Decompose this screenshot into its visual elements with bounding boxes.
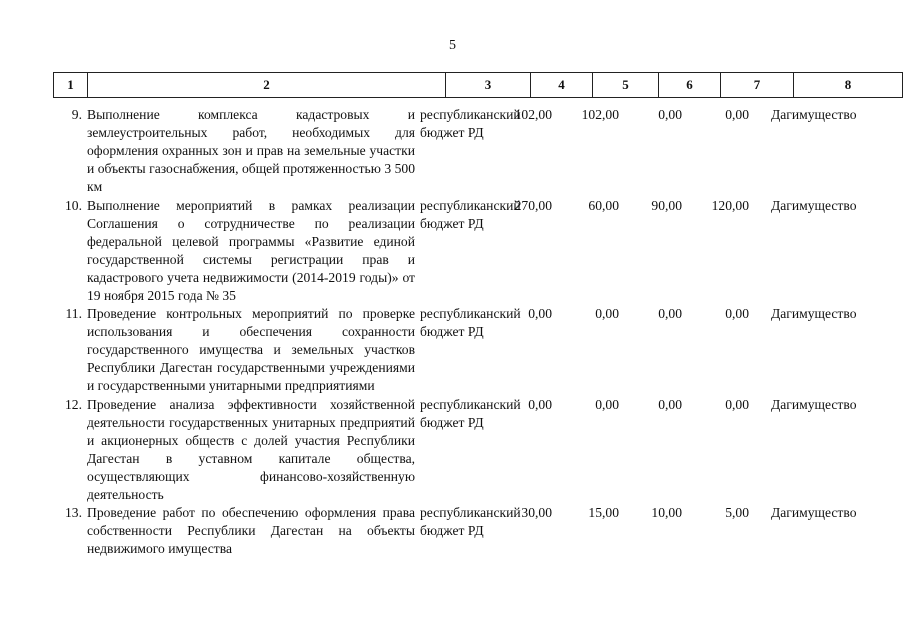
header-col-2: 2 xyxy=(87,73,445,97)
row-executor: Дагимущество xyxy=(771,306,857,321)
row-source: республиканский бюджет РД xyxy=(420,397,521,430)
row-number: 13. xyxy=(65,505,82,520)
row-value-col4: 270,00 xyxy=(514,198,552,213)
row-source: республиканский бюджет РД xyxy=(420,107,521,140)
table-row xyxy=(53,305,857,395)
row-source: республиканский бюджет РД xyxy=(420,306,521,339)
table-row xyxy=(53,106,857,196)
row-value-col6: 0,00 xyxy=(658,306,682,321)
header-col-7: 7 xyxy=(720,73,793,97)
row-value-col4: 30,00 xyxy=(521,505,552,520)
row-description: Проведение анализа эффективности хозяйственной деятельности государственных унитарных предприятий и акционерных обществ с долей участия Республики Дагестан в уставном капитале общества, осуществляющих финансово-хозяйственную деятельность xyxy=(87,397,415,502)
table-row xyxy=(53,396,857,504)
row-number: 12. xyxy=(65,397,82,412)
header-col-3: 3 xyxy=(445,73,530,97)
row-executor: Дагимущество xyxy=(771,198,857,213)
row-executor: Дагимущество xyxy=(771,505,857,520)
row-description: Проведение работ по обеспечению оформления права собственности Республики Дагестан на объекты недвижимого имущества xyxy=(87,505,415,556)
row-value-col5: 102,00 xyxy=(581,107,619,122)
row-value-col5: 0,00 xyxy=(595,397,619,412)
row-source: республиканский бюджет РД xyxy=(420,198,521,231)
row-description: Проведение контрольных мероприятий по проверке использования и обеспечения сохранности государственного имущества и земельных участков Республики Дагестан государственными учреждениями и государственными унитарными предприятиями xyxy=(87,306,415,393)
row-value-col6: 90,00 xyxy=(651,198,682,213)
header-col-5: 5 xyxy=(592,73,658,97)
table-header xyxy=(53,72,903,98)
row-description: Выполнение мероприятий в рамках реализации Соглашения о сотрудничестве по реализации федеральной целевой программы «Развитие единой государственной системы регистрации прав и кадастрового учета недвижимости (2014-2019 годы)» от 19 ноября 2015 года № 35 xyxy=(87,198,415,303)
row-value-col6: 10,00 xyxy=(651,505,682,520)
header-col-1: 1 xyxy=(53,73,87,97)
row-value-col5: 0,00 xyxy=(595,306,619,321)
row-number: 10. xyxy=(65,198,82,213)
page-number: 5 xyxy=(449,38,456,53)
row-value-col7: 0,00 xyxy=(725,107,749,122)
row-executor: Дагимущество xyxy=(771,107,857,122)
row-source: республиканский бюджет РД xyxy=(420,505,521,538)
header-col-4: 4 xyxy=(530,73,592,97)
row-description: Выполнение комплекса кадастровых и землеустроительных работ, необходимых для оформления охранных зон и прав на земельные участки и объекты газоснабжения, общей протяженностью 3 500 км xyxy=(87,107,415,194)
row-value-col5: 60,00 xyxy=(588,198,619,213)
header-col-8: 8 xyxy=(793,73,903,97)
row-executor: Дагимущество xyxy=(771,397,857,412)
table-row xyxy=(53,504,857,558)
row-value-col7: 5,00 xyxy=(725,505,749,520)
row-value-col7: 0,00 xyxy=(725,306,749,321)
row-number: 9. xyxy=(71,107,82,122)
row-value-col6: 0,00 xyxy=(658,107,682,122)
row-value-col5: 15,00 xyxy=(588,505,619,520)
row-value-col4: 102,00 xyxy=(514,107,552,122)
table-row xyxy=(53,197,857,305)
row-value-col7: 120,00 xyxy=(711,198,749,213)
row-number: 11. xyxy=(65,306,82,321)
row-value-col4: 0,00 xyxy=(528,306,552,321)
row-value-col6: 0,00 xyxy=(658,397,682,412)
header-col-6: 6 xyxy=(658,73,720,97)
row-value-col4: 0,00 xyxy=(528,397,552,412)
row-value-col7: 0,00 xyxy=(725,397,749,412)
